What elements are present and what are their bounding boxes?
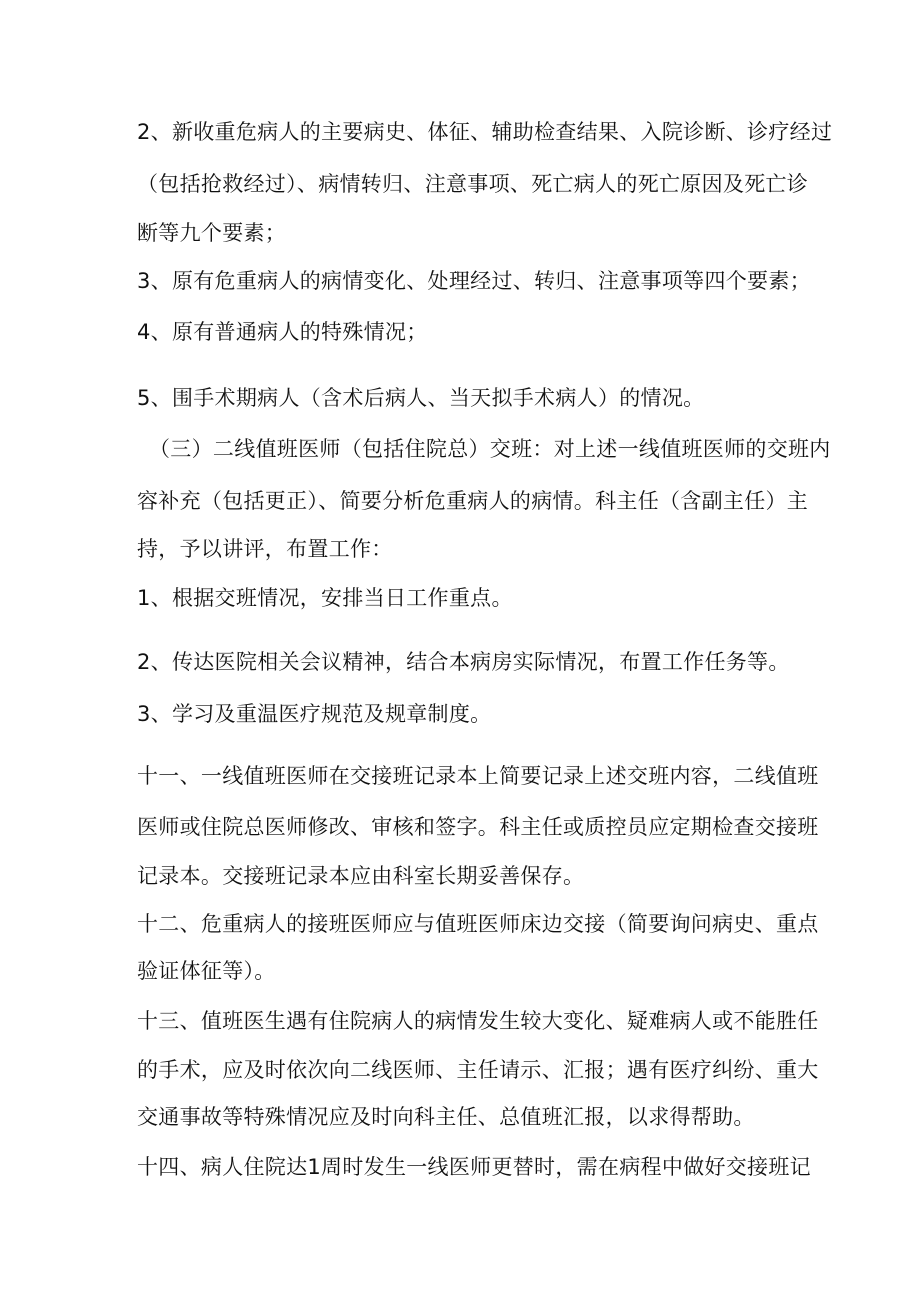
text-line: 医师或住院总医师修改、审核和签字。科主任或质控员应定期检查交接班: [137, 815, 819, 839]
text-line: 十二、危重病人的接班医师应与值班医师床边交接（简要询问病史、重点: [137, 912, 819, 936]
text-line: 十三、值班医生遇有住院病人的病情发生较大变化、疑难病人或不能胜任: [137, 1009, 819, 1033]
text-line: 3、学习及重温医疗规范及规章制度。: [137, 702, 492, 726]
text-line: 2、传达医院相关会议精神，结合本病房实际情况，布置工作任务等。: [137, 650, 790, 674]
text-line: 5、围手术期病人（含术后病人、当天拟手术病人）的情况。: [137, 386, 705, 410]
text-line: 持，予以讲评，布置工作：: [137, 537, 393, 561]
text-line: 容补充（包括更正）、简要分析危重病人的病情。科主任（含副主任）主: [137, 489, 809, 513]
text-line: （包括抢救经过）、病情转归、注意事项、死亡病人的死亡原因及死亡诊: [137, 172, 809, 196]
text-line: 3、原有危重病人的病情变化、处理经过、转归、注意事项等四个要素；: [137, 269, 811, 293]
text-line: 交通事故等特殊情况应及时向科主任、总值班汇报，以求得帮助。: [137, 1105, 755, 1129]
text-line: 记录本。交接班记录本应由科室长期妥善保存。: [137, 864, 585, 888]
text-line: 2、新收重危病人的主要病史、体征、辅助检查结果、入院诊断、诊疗经过: [137, 120, 833, 144]
text-line: 十一、一线值班医师在交接班记录本上简要记录上述交班内容，二线值班: [137, 764, 819, 788]
text-line: 1、根据交班情况，安排当日工作重点。: [137, 586, 513, 610]
text-line: 十四、病人住院达1周时发生一线医师更替时，需在病程中做好交接班记: [137, 1155, 811, 1179]
text-line: 断等九个要素；: [137, 221, 287, 245]
text-line: 验证体征等）。: [137, 959, 276, 983]
text-line: （三）二线值班医师（包括住院总）交班：对上述一线值班医师的交班内: [149, 437, 831, 461]
text-line: 的手术，应及时依次向二线医师、主任请示、汇报；遇有医疗纠纷、重大: [137, 1058, 819, 1082]
text-line: 4、原有普通病人的特殊情况；: [137, 320, 428, 344]
